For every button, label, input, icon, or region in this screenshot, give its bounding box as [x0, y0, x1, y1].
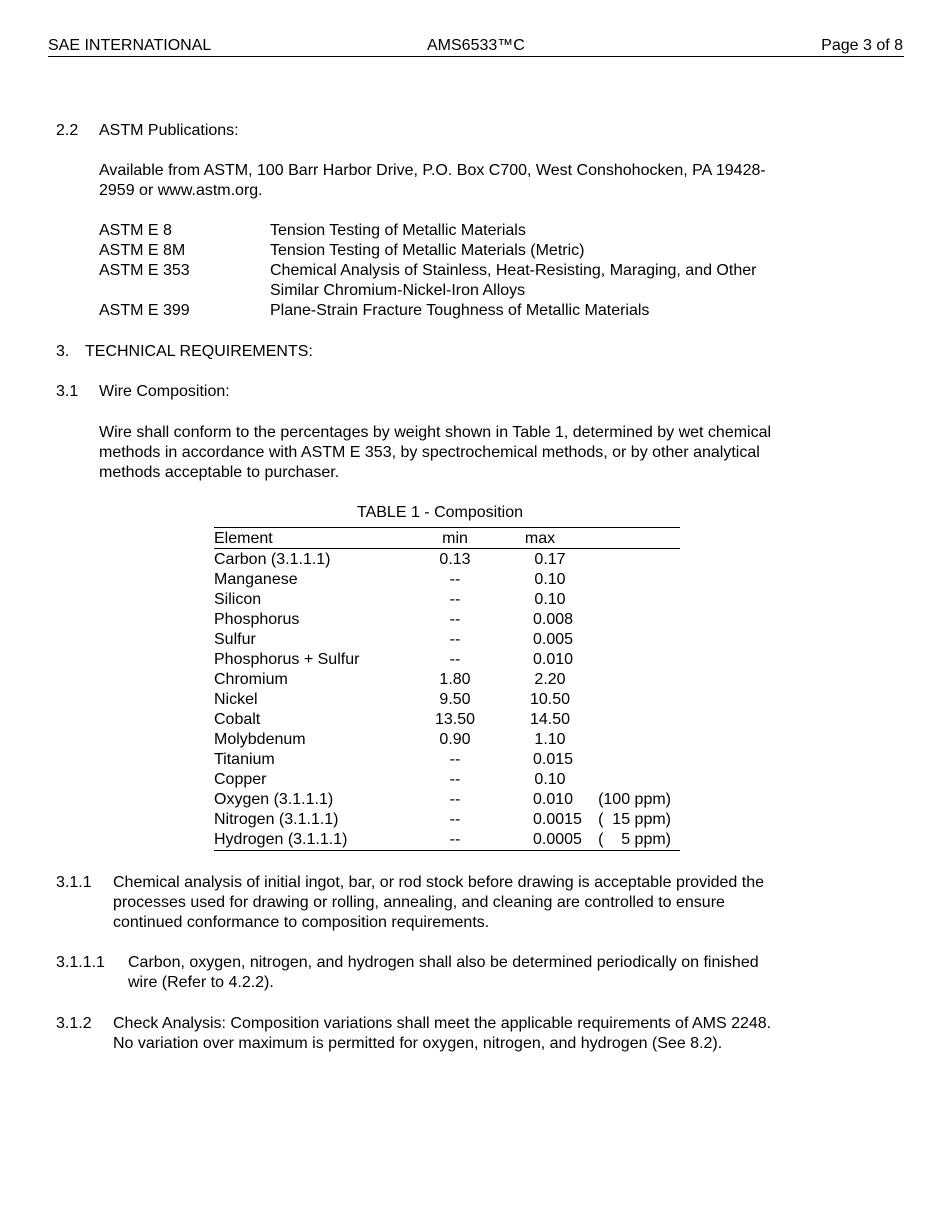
cell-element: Chromium [214, 671, 288, 688]
header-rule [48, 56, 904, 57]
cell-max: 0.10 [534, 591, 566, 608]
section-3-1-2-line1: Check Analysis: Composition variations shall meet the applicable requirements of AMS 2248. [113, 1015, 772, 1032]
section-2-2-number: 2.2 [56, 122, 79, 139]
cell-min: -- [449, 611, 461, 628]
cell-element: Molybdenum [214, 731, 306, 748]
section-3-1-1-line3: continued conformance to composition requirements. [113, 914, 490, 931]
cell-min: -- [449, 651, 461, 668]
cell-element: Oxygen (3.1.1.1) [214, 791, 334, 808]
section-3-1-title: Wire Composition: [99, 383, 230, 400]
ref-title-cont: Similar Chromium-Nickel-Iron Alloys [270, 282, 526, 299]
cell-min: -- [449, 791, 461, 808]
cell-element: Hydrogen (3.1.1.1) [214, 831, 348, 848]
cell-max: 0.010 [533, 651, 574, 668]
cell-min: -- [449, 751, 461, 768]
astm-availability-line1: Available from ASTM, 100 Barr Harbor Drive, P.O. Box C700, West Conshohocken, PA 19428- [99, 162, 766, 179]
cell-max: 0.010 [533, 791, 574, 808]
cell-element: Phosphorus [214, 611, 300, 628]
cell-min: 1.80 [439, 671, 471, 688]
table-header-element: Element [214, 530, 273, 547]
ref-code: ASTM E 8M [99, 242, 186, 259]
cell-element: Cobalt [214, 711, 261, 728]
section-3-title: TECHNICAL REQUIREMENTS: [85, 343, 313, 360]
table-header-rule [214, 548, 680, 549]
cell-min: -- [449, 591, 461, 608]
ref-title: Tension Testing of Metallic Materials (Metric) [270, 242, 585, 259]
ref-title: Chemical Analysis of Stainless, Heat-Resisting, Maraging, and Other [270, 262, 757, 279]
section-3-number: 3. [56, 343, 70, 360]
section-3-1-1-1-number: 3.1.1.1 [56, 954, 105, 971]
cell-min: -- [449, 631, 461, 648]
cell-ppm: ( 5 ppm) [598, 831, 671, 848]
table-header-max: max [524, 530, 556, 547]
table-header-min: min [442, 530, 468, 547]
cell-element: Nitrogen (3.1.1.1) [214, 811, 339, 828]
cell-max: 14.50 [529, 711, 571, 728]
header-org: SAE INTERNATIONAL [48, 37, 212, 54]
section-3-1-1-line2: processes used for drawing or rolling, annealing, and cleaning are controlled to ensure [113, 894, 725, 911]
section-3-1-1-number: 3.1.1 [56, 874, 92, 891]
section-3-1-number: 3.1 [56, 383, 79, 400]
section-3-1-1-line1: Chemical analysis of initial ingot, bar, or rod stock before drawing is acceptable provided the [113, 874, 765, 891]
ref-code: ASTM E 399 [99, 302, 190, 319]
cell-max: 0.0005 [533, 831, 582, 848]
cell-element: Sulfur [214, 631, 256, 648]
cell-max: 0.0015 [533, 811, 582, 828]
cell-max: 1.10 [534, 731, 566, 748]
ref-title: Tension Testing of Metallic Materials [270, 222, 526, 239]
section-3-1-2-line2: No variation over maximum is permitted for oxygen, nitrogen, and hydrogen (See 8.2). [113, 1035, 723, 1052]
cell-min: 0.13 [439, 551, 471, 568]
section-2-2-title: ASTM Publications: [99, 122, 239, 139]
cell-max: 0.005 [533, 631, 574, 648]
section-3-1-text-line1: Wire shall conform to the percentages by weight shown in Table 1, determined by wet chemical [99, 424, 772, 441]
cell-max: 0.015 [533, 751, 574, 768]
ref-title: Plane-Strain Fracture Toughness of Metallic Materials [270, 302, 650, 319]
cell-ppm: ( 15 ppm) [598, 811, 671, 828]
ref-code: ASTM E 353 [99, 262, 190, 279]
cell-min: -- [449, 811, 461, 828]
section-3-1-2-number: 3.1.2 [56, 1015, 92, 1032]
cell-element: Carbon (3.1.1.1) [214, 551, 331, 568]
ref-code: ASTM E 8 [99, 222, 172, 239]
cell-min: 0.90 [439, 731, 471, 748]
table-top-rule [214, 527, 680, 528]
cell-max: 0.008 [533, 611, 574, 628]
cell-min: 13.50 [434, 711, 476, 728]
cell-max: 10.50 [529, 691, 571, 708]
cell-min: -- [449, 571, 461, 588]
header-page-number: Page 3 of 8 [821, 37, 903, 54]
cell-element: Manganese [214, 571, 298, 588]
cell-max: 0.10 [534, 571, 566, 588]
astm-availability-line2: 2959 or www.astm.org. [99, 182, 263, 199]
cell-element: Titanium [214, 751, 275, 768]
table-bottom-rule [214, 850, 680, 851]
cell-element: Copper [214, 771, 267, 788]
cell-element: Phosphorus + Sulfur [214, 651, 360, 668]
table-caption: TABLE 1 - Composition [357, 504, 523, 521]
section-3-1-text-line3: methods acceptable to purchaser. [99, 464, 340, 481]
cell-min: 9.50 [439, 691, 471, 708]
section-3-1-1-1-line1: Carbon, oxygen, nitrogen, and hydrogen shall also be determined periodically on finished [128, 954, 759, 971]
cell-max: 0.10 [534, 771, 566, 788]
section-3-1-text-line2: methods in accordance with ASTM E 353, by spectrochemical methods, or by other analytical [99, 444, 760, 461]
cell-max: 0.17 [534, 551, 566, 568]
cell-ppm: (100 ppm) [598, 791, 671, 808]
cell-element: Silicon [214, 591, 262, 608]
cell-element: Nickel [214, 691, 258, 708]
cell-max: 2.20 [534, 671, 566, 688]
section-3-1-1-1-line2: wire (Refer to 4.2.2). [128, 974, 274, 991]
cell-min: -- [449, 771, 461, 788]
cell-min: -- [449, 831, 461, 848]
header-doc-id: AMS6533™C [427, 37, 525, 54]
